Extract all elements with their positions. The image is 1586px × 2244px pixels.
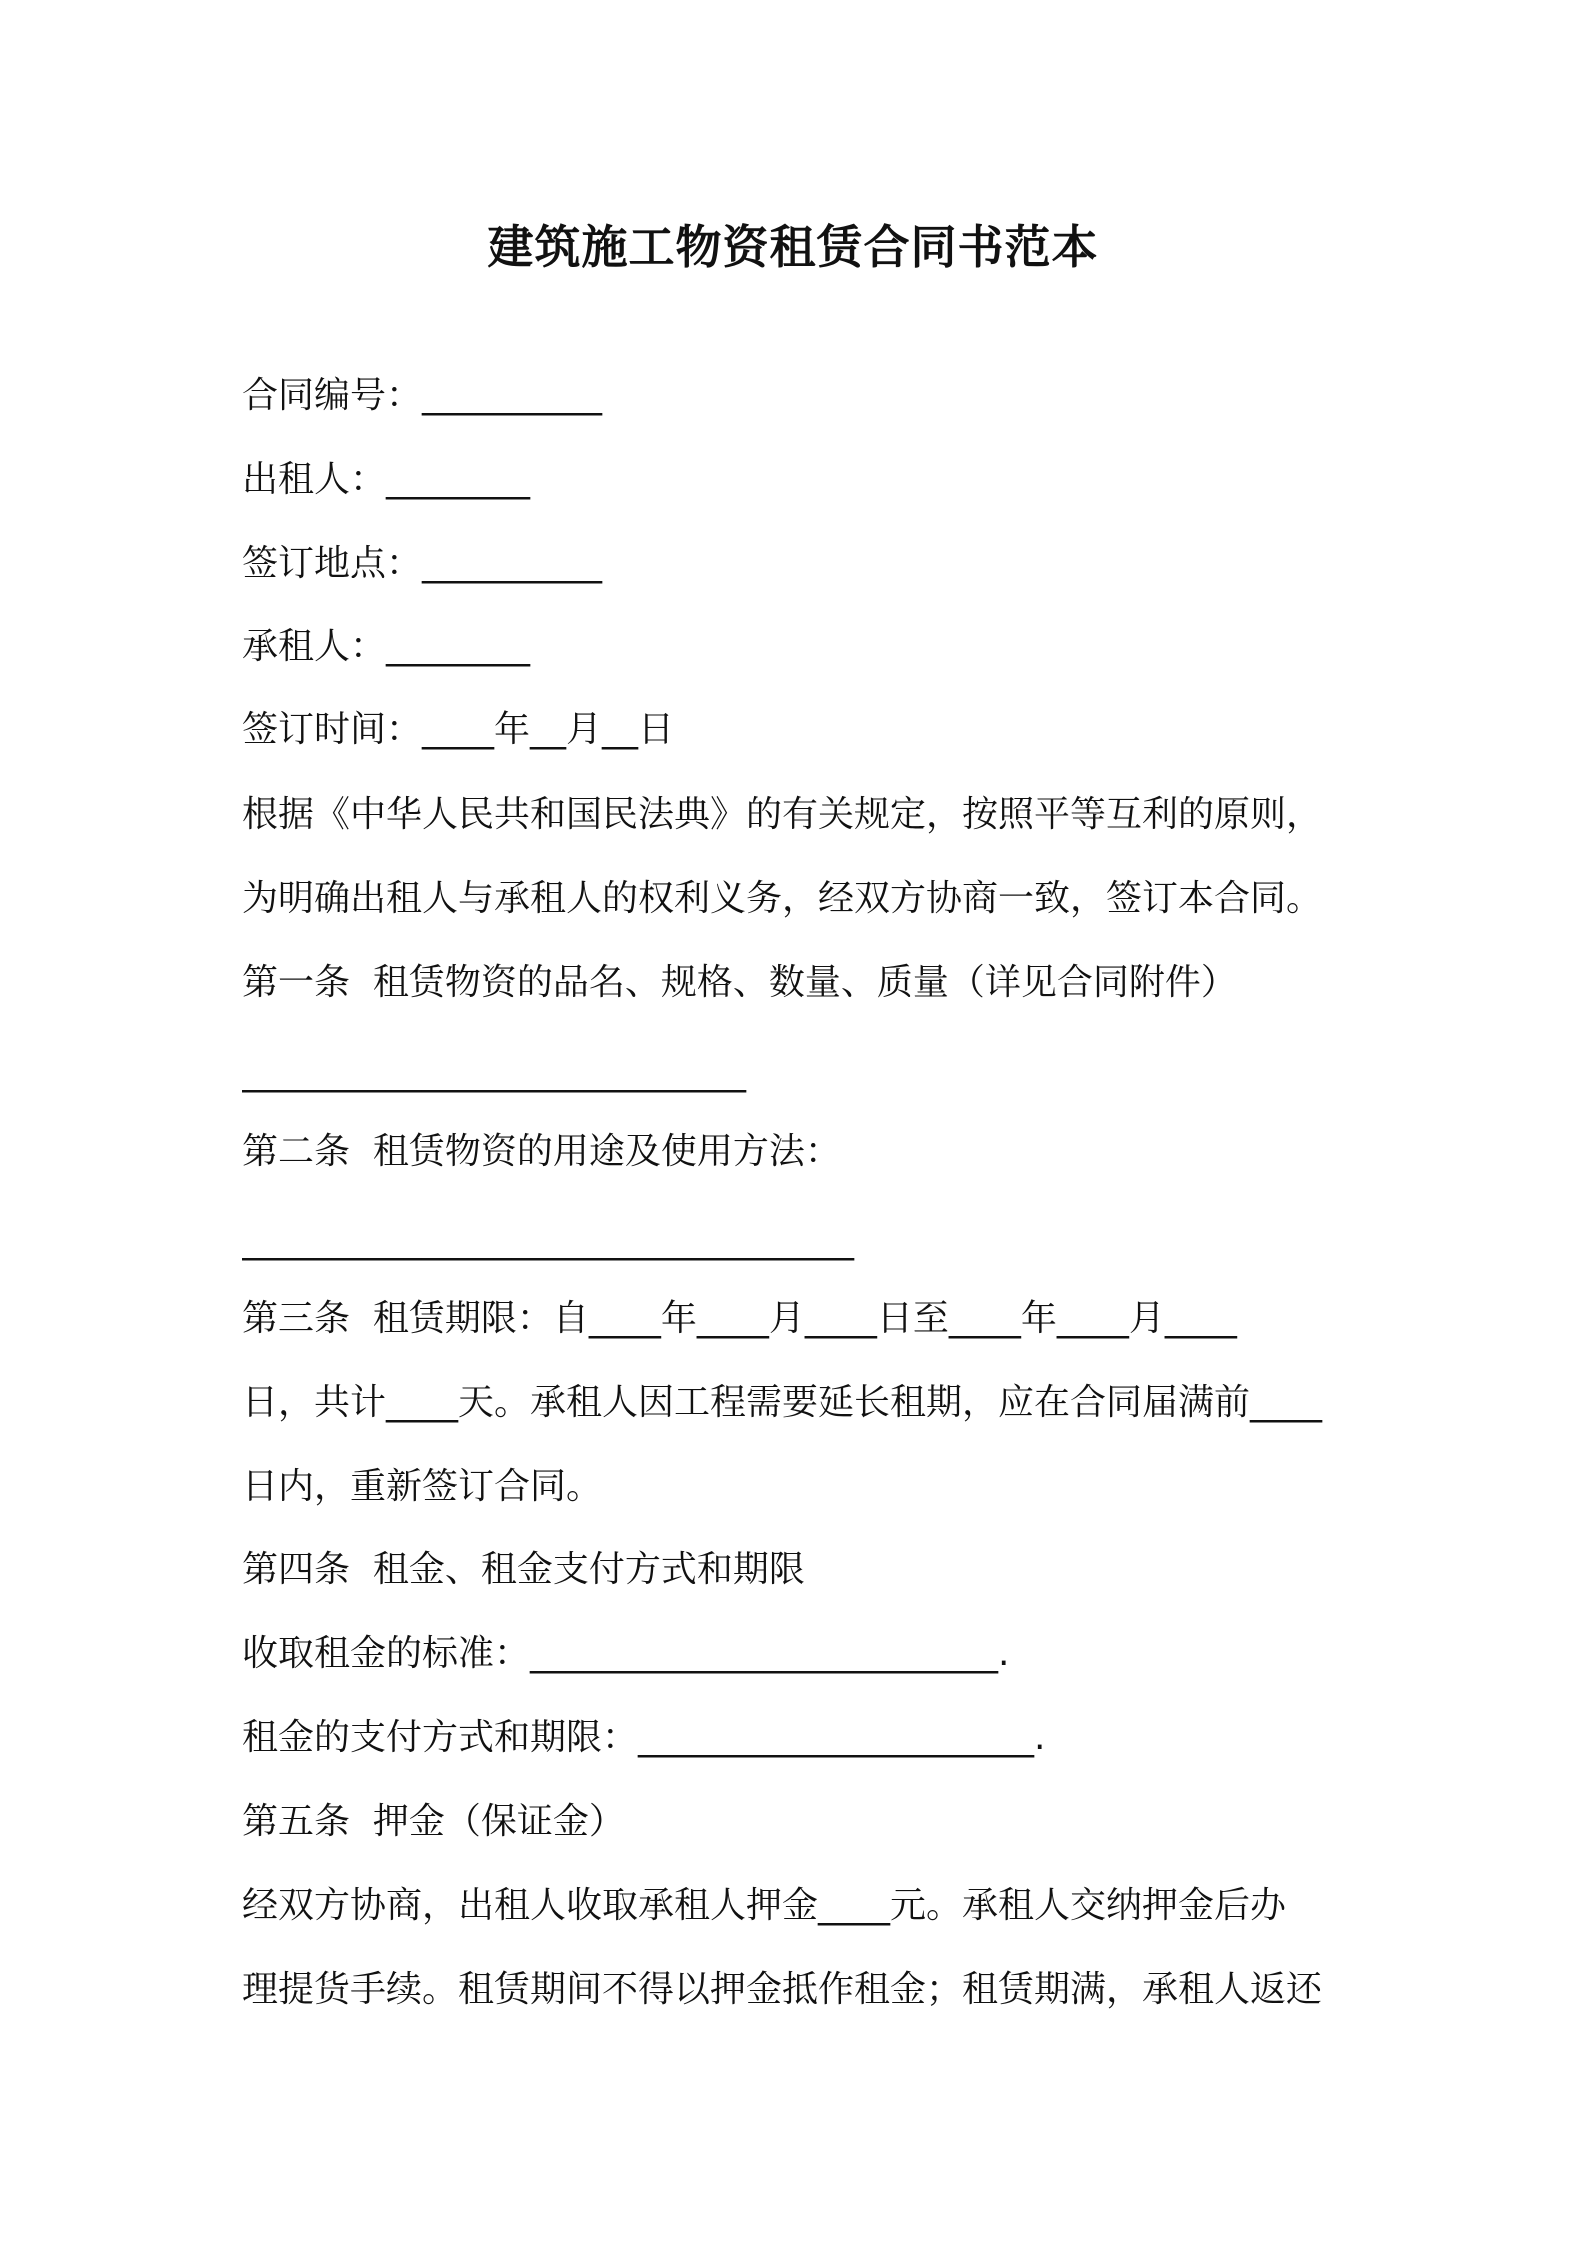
article-4-heading: 第四条 租金、租金支付方式和期限 [242,1549,805,1590]
preamble-line-1: 根据《中华人民共和国民法典》的有关规定，按照平等互利的原则， [242,794,1323,835]
article-5-heading: 第五条 押金（保证金） [242,1801,625,1842]
article-5-line-2: 理提货手续。租赁期间不得以押金抵作租金；租赁期满，承租人返还 [242,1969,1323,2010]
article-2-heading: 第二条 租赁物资的用途及使用方法： [242,1131,841,1172]
lessee-line: 承租人：________ [242,626,531,667]
document-title: 建筑施工物资租赁合同书范本 [487,220,1099,274]
article-1-heading: 第一条 租赁物资的品名、规格、数量、质量（详见合同附件） [242,962,1237,1003]
article-1-blank: ____________________________ [242,1052,746,1093]
lessor-line: 出租人：________ [242,459,531,500]
rent-payment-line: 租金的支付方式和期限：______________________. [242,1717,1046,1758]
article-3-line-2: 日，共计____天。承租人因工程需要延长租期，应在合同届满前____ [242,1382,1323,1423]
rent-standard-line: 收取租金的标准：__________________________. [242,1633,1010,1674]
article-3-line-3: 日内，重新签订合同。 [242,1466,603,1507]
preamble-line-2: 为明确出租人与承租人的权利义务，经双方协商一致，签订本合同。 [242,878,1323,919]
signing-place-line: 签订地点：__________ [242,543,603,584]
signing-date-line: 签订时间：____年__月__日 [242,709,675,750]
article-5-line-1: 经双方协商，出租人收取承租人押金____元。承租人交纳押金后办 [242,1885,1287,1926]
contract-number-line: 合同编号：__________ [242,375,603,416]
article-2-blank: __________________________________ [242,1220,854,1261]
article-3-line-1: 第三条 租赁期限：自____年____月____日至____年____月____ [242,1298,1237,1339]
